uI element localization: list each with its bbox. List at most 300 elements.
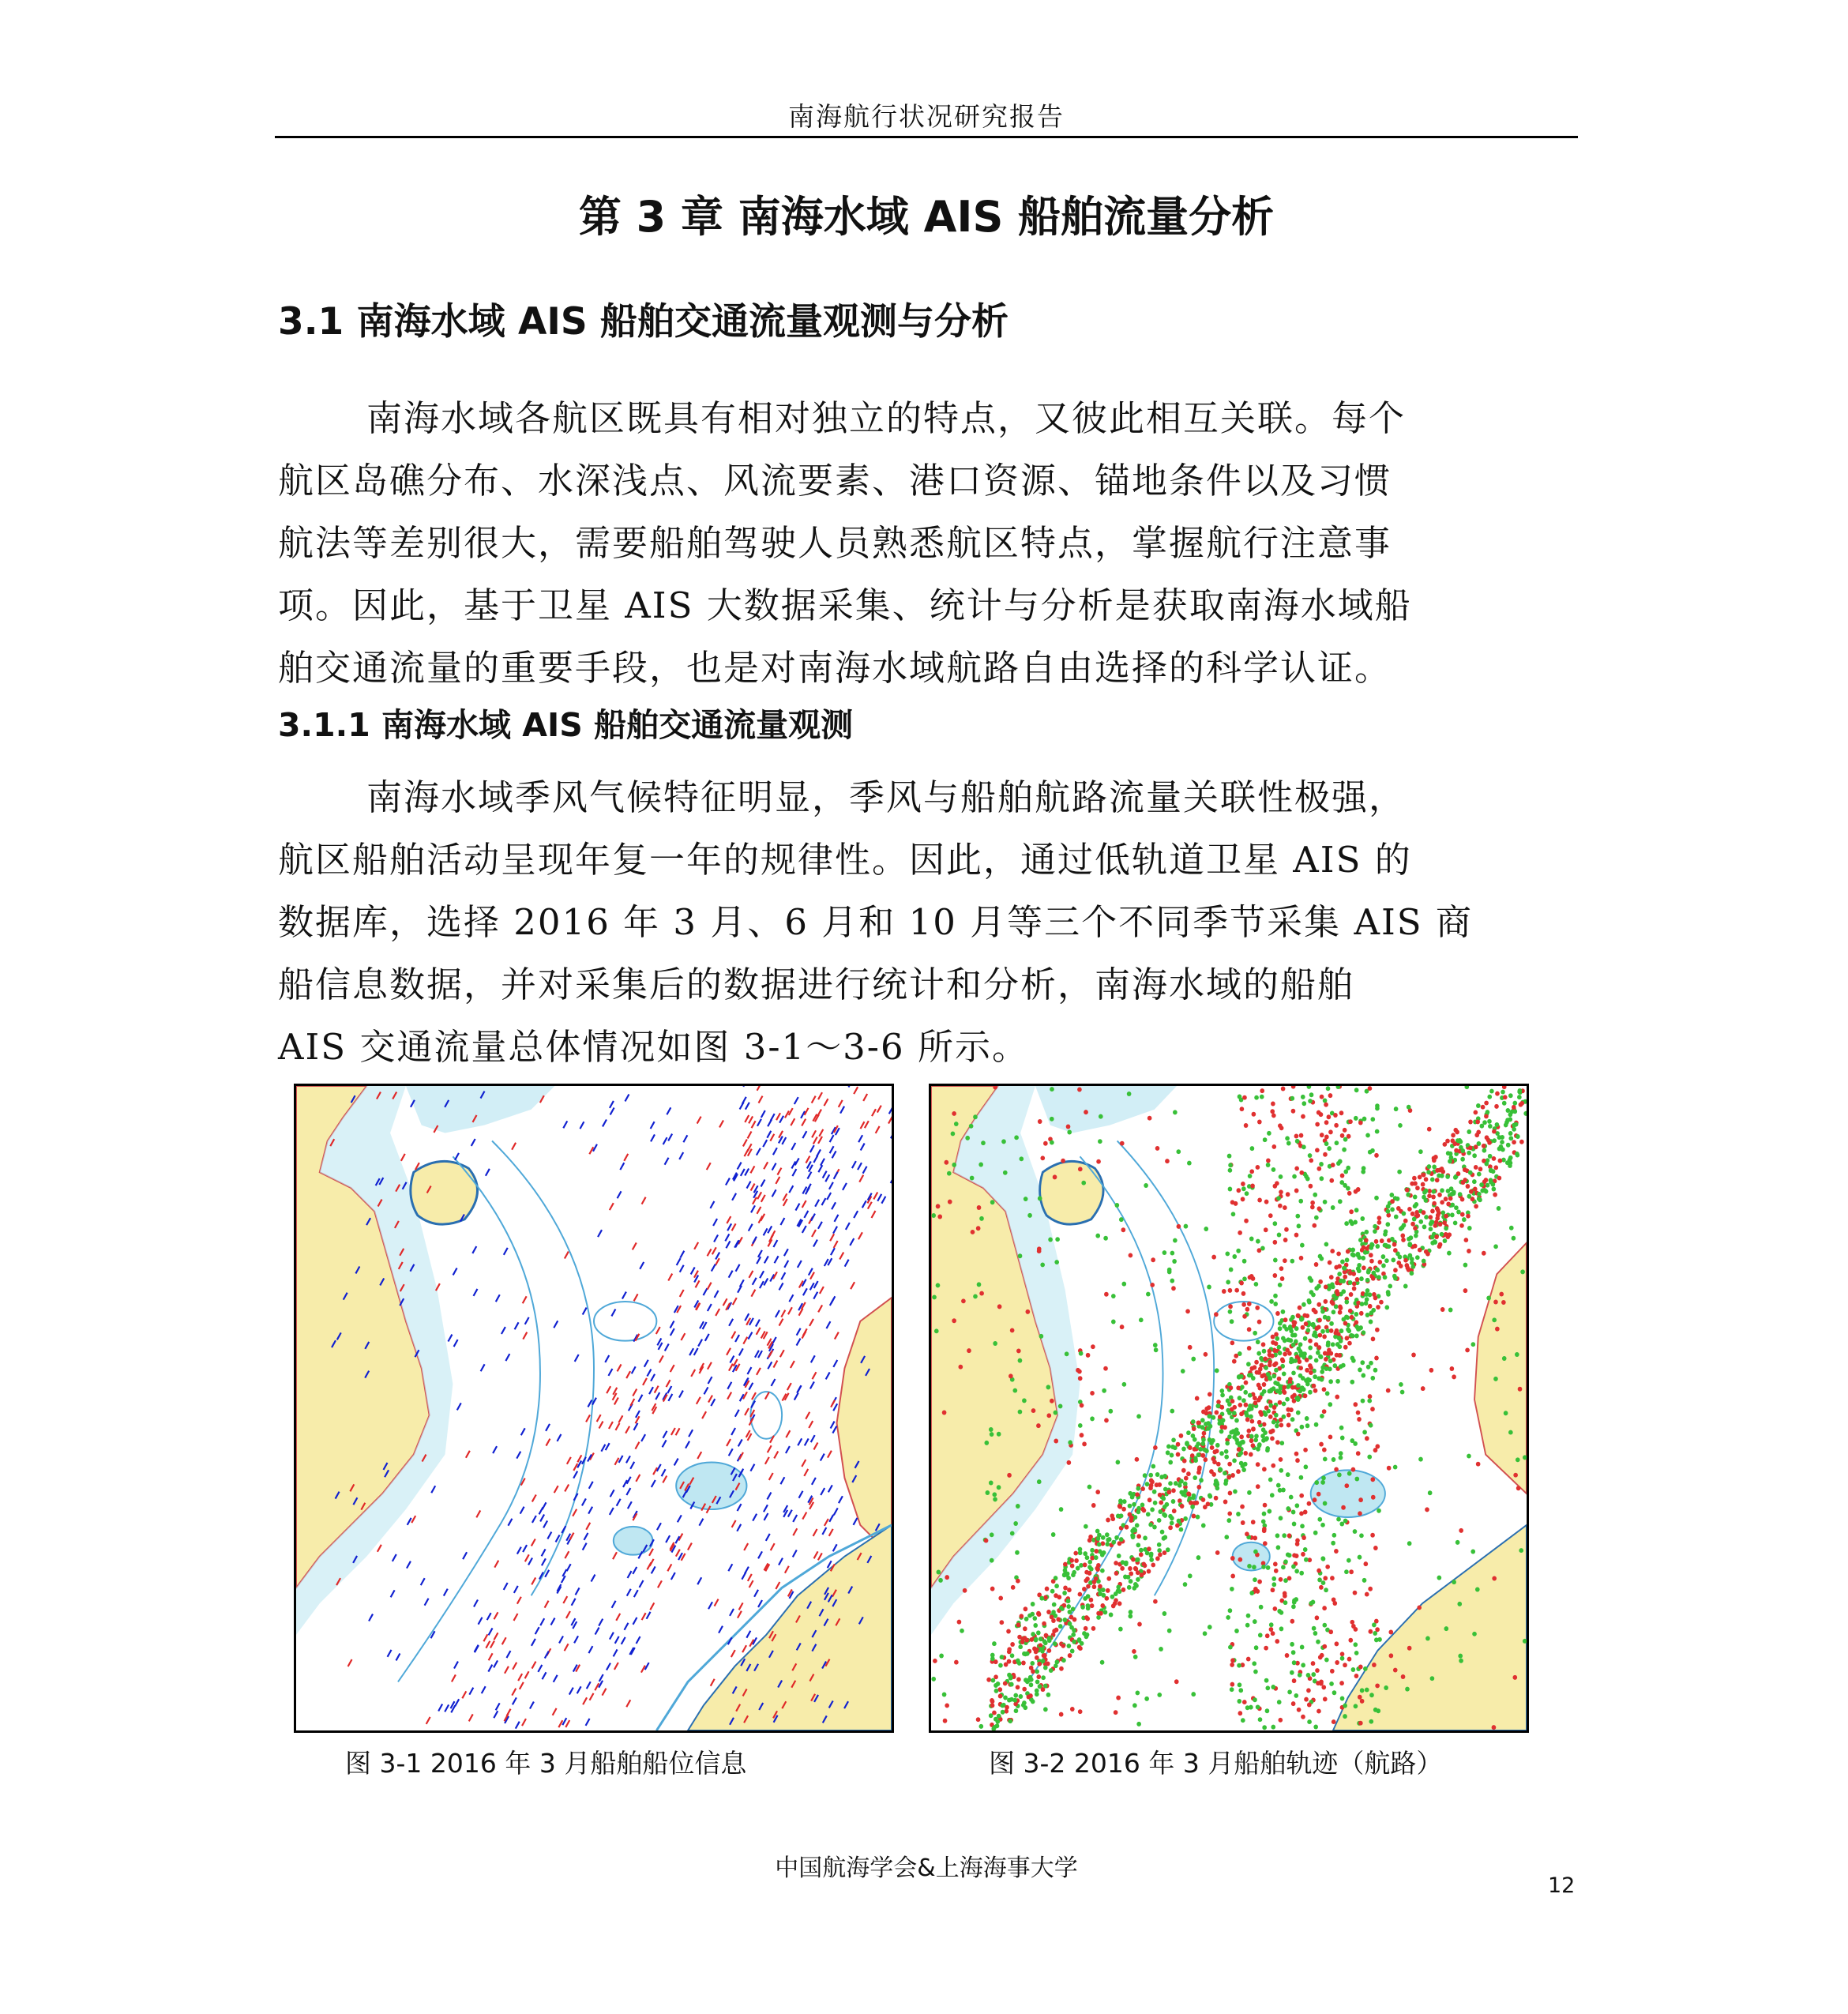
- track-dot: [1110, 1516, 1115, 1521]
- track-dot: [1157, 1548, 1162, 1553]
- track-dot: [993, 1497, 997, 1501]
- track-dot: [1262, 1467, 1267, 1471]
- track-dot: [1175, 1524, 1180, 1528]
- track-dot: [1308, 1390, 1313, 1395]
- track-dot: [1324, 1284, 1328, 1289]
- track-dot: [1052, 1603, 1057, 1607]
- track-dot: [1460, 1157, 1465, 1162]
- track-dot: [1457, 1602, 1462, 1606]
- track-dot: [1320, 1257, 1324, 1261]
- track-dot: [1216, 1400, 1221, 1404]
- track-dot: [1009, 1373, 1013, 1378]
- track-dot: [1325, 1391, 1330, 1396]
- track-dot: [1232, 1254, 1237, 1259]
- track-dot: [1296, 1313, 1301, 1318]
- track-dot: [1014, 1708, 1019, 1713]
- track-dot: [1046, 1413, 1051, 1418]
- track-dot: [1300, 1243, 1305, 1248]
- track-dot: [1271, 1685, 1275, 1689]
- track-dot: [998, 1596, 1003, 1601]
- subsection-title: 3.1.1 南海水域 AIS 船舶交通流量观测: [278, 706, 854, 744]
- track-dot: [1240, 1385, 1245, 1389]
- track-dot: [1335, 1379, 1340, 1384]
- track-dot: [1476, 1103, 1481, 1108]
- track-dot: [1268, 1477, 1273, 1482]
- track-dot: [1158, 1552, 1163, 1557]
- ship-positions-map: [296, 1086, 892, 1730]
- track-dot: [1430, 1209, 1435, 1214]
- track-dot: [1256, 1462, 1260, 1467]
- track-dot: [1251, 1426, 1256, 1431]
- track-dot: [1335, 1641, 1339, 1646]
- track-dot: [1253, 1587, 1258, 1591]
- track-dot: [1430, 1177, 1435, 1182]
- track-dot: [1458, 1654, 1463, 1659]
- track-dot: [1440, 1232, 1444, 1237]
- track-dot: [1132, 1502, 1136, 1507]
- track-dot: [1124, 1561, 1129, 1565]
- track-dot: [1089, 1567, 1094, 1572]
- track-dot: [1219, 1429, 1224, 1433]
- track-dot: [1467, 1226, 1472, 1231]
- track-dot: [1497, 1206, 1501, 1211]
- track-dot: [937, 1215, 942, 1219]
- track-dot: [1304, 1557, 1309, 1562]
- track-dot: [1294, 1569, 1299, 1573]
- track-dot: [1324, 1299, 1328, 1304]
- track-dot: [1309, 1092, 1314, 1097]
- track-dot: [1188, 1345, 1193, 1350]
- track-dot: [1191, 1419, 1196, 1424]
- track-dot: [1482, 1148, 1487, 1153]
- track-dot: [1031, 1408, 1036, 1413]
- track-dot: [1363, 1666, 1368, 1671]
- track-dot: [1305, 1368, 1309, 1373]
- track-dot: [1144, 1696, 1149, 1701]
- track-dot: [1230, 1663, 1234, 1667]
- track-dot: [1117, 1601, 1122, 1606]
- track-dot: [1291, 1320, 1296, 1325]
- track-dot: [1084, 1524, 1088, 1529]
- track-dot: [1122, 1382, 1127, 1387]
- track-dot: [1422, 1172, 1426, 1177]
- track-dot: [1314, 1286, 1319, 1291]
- track-dot: [1241, 1186, 1246, 1191]
- track-dot: [1238, 1711, 1242, 1715]
- track-dot: [1319, 1162, 1324, 1167]
- track-dot: [1268, 1388, 1272, 1393]
- track-dot: [1163, 1550, 1167, 1555]
- track-dot: [1204, 1352, 1208, 1357]
- track-dot: [1362, 1430, 1367, 1434]
- track-dot: [1155, 1472, 1160, 1477]
- track-dot: [1281, 1336, 1286, 1340]
- track-dot: [1449, 1186, 1454, 1191]
- track-dot: [1259, 1356, 1264, 1361]
- track-dot: [1211, 1415, 1216, 1420]
- track-dot: [998, 1663, 1003, 1668]
- track-dot: [1374, 1637, 1379, 1642]
- track-dot: [1159, 1500, 1163, 1505]
- track-dot: [1468, 1119, 1473, 1124]
- track-dot: [1224, 1535, 1229, 1539]
- track-dot: [1386, 1292, 1391, 1297]
- track-dot: [1321, 1580, 1326, 1585]
- track-dot: [1362, 1265, 1366, 1270]
- track-dot: [1426, 1170, 1431, 1174]
- track-dot: [1301, 1715, 1305, 1719]
- track-dot: [979, 1724, 984, 1729]
- track-dot: [1300, 1644, 1305, 1649]
- track-dot: [1018, 1253, 1023, 1258]
- track-dot: [961, 1298, 966, 1303]
- track-dot: [1428, 1490, 1433, 1495]
- track-dot: [1230, 1687, 1234, 1692]
- track-dot: [1489, 1178, 1493, 1182]
- track-dot: [960, 1629, 964, 1633]
- track-dot: [1484, 1178, 1489, 1182]
- track-dot: [1028, 1675, 1033, 1680]
- track-dot: [1059, 1507, 1064, 1512]
- track-dot: [1452, 1374, 1456, 1379]
- track-dot: [1418, 1248, 1422, 1253]
- track-dot: [1346, 1249, 1350, 1253]
- track-dot: [1253, 1396, 1257, 1400]
- track-dot: [1050, 1589, 1055, 1594]
- track-dot: [1241, 1398, 1246, 1403]
- track-dot: [1269, 1622, 1274, 1627]
- track-dot: [1129, 1579, 1133, 1584]
- track-dot: [1247, 1429, 1252, 1433]
- track-dot: [1150, 1283, 1155, 1287]
- track-dot: [1450, 1366, 1455, 1371]
- track-dot: [1347, 1558, 1351, 1563]
- track-dot: [1365, 1313, 1370, 1317]
- track-dot: [1307, 1378, 1312, 1383]
- track-dot: [1283, 1238, 1288, 1242]
- track-dot: [1332, 1309, 1336, 1314]
- track-dot: [1253, 1619, 1257, 1624]
- track-dot: [1129, 1516, 1134, 1520]
- track-dot: [1407, 1646, 1412, 1651]
- track-dot: [1277, 1233, 1282, 1238]
- track-dot: [1477, 1192, 1482, 1197]
- track-dot: [1384, 1305, 1389, 1309]
- track-dot: [1452, 1580, 1456, 1584]
- track-dot: [1091, 1626, 1096, 1631]
- track-dot: [1497, 1147, 1502, 1152]
- track-dot: [1263, 1541, 1268, 1546]
- track-dot: [1456, 1210, 1461, 1215]
- track-dot: [1204, 1449, 1209, 1453]
- track-dot: [1314, 1216, 1319, 1220]
- track-dot: [958, 1365, 963, 1370]
- track-dot: [1014, 1135, 1019, 1140]
- track-dot: [1249, 1434, 1254, 1439]
- track-dot: [1007, 1473, 1012, 1478]
- track-dot: [1339, 1426, 1344, 1430]
- track-dot: [1239, 1280, 1244, 1285]
- track-dot: [1238, 1682, 1242, 1687]
- track-dot: [1317, 1376, 1321, 1381]
- track-dot: [1250, 1419, 1255, 1424]
- track-dot: [1253, 1577, 1257, 1582]
- track-dot: [1350, 1315, 1354, 1320]
- track-dot: [1335, 1660, 1339, 1665]
- track-dot: [1289, 1407, 1294, 1412]
- track-dot: [1247, 1346, 1252, 1351]
- track-dot: [1271, 1582, 1276, 1587]
- track-dot: [1317, 1345, 1322, 1350]
- track-dot: [1312, 1333, 1317, 1338]
- track-dot: [1095, 1490, 1100, 1494]
- track-dot: [1467, 1454, 1471, 1459]
- track-dot: [1492, 1129, 1497, 1134]
- track-dot: [1387, 1466, 1392, 1471]
- track-dot: [1474, 1204, 1478, 1208]
- track-dot: [1152, 1525, 1157, 1530]
- track-dot: [1301, 1302, 1306, 1307]
- track-dot: [1218, 1467, 1223, 1471]
- track-dot: [1162, 1512, 1166, 1517]
- track-dot: [1425, 1252, 1430, 1257]
- track-dot: [1422, 1190, 1427, 1195]
- track-dot: [1024, 1617, 1029, 1621]
- track-dot: [1275, 1440, 1280, 1445]
- track-dot: [1140, 1503, 1145, 1508]
- track-dot: [1317, 1569, 1321, 1573]
- track-dot: [1413, 1244, 1418, 1249]
- track-dot: [1239, 1461, 1244, 1466]
- track-dot: [1375, 1627, 1380, 1632]
- track-dot: [1285, 1653, 1290, 1658]
- track-dot: [1018, 1410, 1023, 1415]
- track-dot: [1200, 1418, 1205, 1422]
- track-dot: [1273, 1258, 1278, 1263]
- track-dot: [1473, 1187, 1478, 1192]
- track-dot: [1066, 1604, 1071, 1609]
- track-dot: [1022, 1687, 1027, 1692]
- track-dot: [1315, 1148, 1320, 1152]
- track-dot: [1247, 1564, 1252, 1569]
- track-dot: [1100, 1553, 1105, 1557]
- track-dot: [1102, 1388, 1106, 1393]
- track-dot: [1331, 1205, 1335, 1210]
- track-dot: [1459, 1659, 1463, 1663]
- track-dot: [1329, 1178, 1334, 1183]
- track-dot: [1080, 1403, 1084, 1407]
- track-dot: [1333, 1113, 1338, 1118]
- track-dot: [1211, 1456, 1215, 1461]
- track-dot: [1274, 1368, 1279, 1373]
- track-dot: [1326, 1316, 1331, 1321]
- track-dot: [1345, 1336, 1350, 1340]
- track-dot: [1078, 1547, 1083, 1552]
- track-dot: [1054, 1576, 1058, 1580]
- track-dot: [1367, 1399, 1372, 1403]
- track-dot: [1003, 1170, 1008, 1175]
- track-dot: [936, 1204, 941, 1208]
- track-dot: [1305, 1416, 1309, 1421]
- track-dot: [1298, 1673, 1302, 1678]
- track-dot: [1442, 1142, 1447, 1147]
- track-dot: [1136, 1557, 1140, 1562]
- track-dot: [1386, 1204, 1391, 1209]
- track-dot: [1218, 1415, 1223, 1419]
- track-dot: [1013, 1521, 1018, 1526]
- track-dot: [1042, 1639, 1047, 1644]
- track-dot: [1320, 1176, 1324, 1181]
- track-dot: [1379, 1300, 1384, 1305]
- track-dot: [1330, 1669, 1335, 1674]
- track-dot: [1492, 1576, 1497, 1581]
- track-dot: [1090, 1603, 1095, 1608]
- track-dot: [1424, 1177, 1429, 1182]
- track-dot: [1295, 1214, 1300, 1219]
- track-dot: [1090, 1391, 1095, 1396]
- track-dot: [1035, 1679, 1040, 1684]
- track-dot: [1437, 1576, 1442, 1580]
- track-dot: [1243, 1390, 1248, 1395]
- track-dot: [1335, 1140, 1339, 1145]
- track-dot: [1484, 1114, 1489, 1118]
- track-dot: [1270, 1109, 1275, 1114]
- track-dot: [1177, 1224, 1181, 1229]
- track-dot: [942, 1410, 947, 1415]
- track-dot: [1111, 1320, 1116, 1325]
- track-dot: [1136, 1570, 1140, 1575]
- track-dot: [1299, 1256, 1304, 1261]
- track-dot: [1474, 1144, 1478, 1149]
- track-dot: [990, 1200, 995, 1204]
- track-dot: [1204, 1227, 1208, 1231]
- track-dot: [1476, 1462, 1481, 1467]
- track-dot: [1240, 1505, 1245, 1509]
- track-dot: [1301, 1663, 1305, 1667]
- track-dot: [1130, 1528, 1135, 1533]
- track-dot: [1132, 1649, 1136, 1654]
- track-dot: [1338, 1344, 1343, 1349]
- track-dot: [1369, 1693, 1374, 1697]
- track-dot: [1230, 1587, 1234, 1591]
- track-dot: [1508, 1093, 1513, 1098]
- track-dot: [1114, 1571, 1119, 1576]
- track-dot: [1412, 1216, 1417, 1221]
- track-dot: [1502, 1356, 1507, 1361]
- track-dot: [1241, 1718, 1245, 1723]
- track-dot: [1036, 1674, 1041, 1679]
- track-dot: [1114, 1561, 1118, 1565]
- track-dot: [1451, 1133, 1455, 1137]
- track-dot: [1170, 1520, 1174, 1525]
- track-dot: [1278, 1400, 1283, 1405]
- track-dot: [1472, 1153, 1477, 1158]
- track-dot: [1102, 1593, 1106, 1598]
- track-dot: [1335, 1291, 1340, 1296]
- track-dot: [1257, 1198, 1262, 1203]
- track-dot: [1508, 1112, 1513, 1117]
- track-dot: [1271, 1340, 1275, 1345]
- track-dot: [1436, 1213, 1440, 1218]
- track-dot: [1422, 1224, 1427, 1229]
- track-dot: [997, 1304, 1002, 1309]
- track-dot: [973, 1114, 978, 1119]
- track-dot: [1257, 1320, 1262, 1325]
- track-dot: [1407, 1541, 1412, 1546]
- track-dot: [1469, 1189, 1474, 1194]
- track-dot: [1247, 1327, 1252, 1332]
- track-dot: [1360, 1688, 1365, 1693]
- track-dot: [1208, 1392, 1212, 1396]
- track-dot: [1242, 1095, 1247, 1100]
- track-dot: [1244, 1411, 1249, 1415]
- track-dot: [1043, 1707, 1048, 1712]
- track-dot: [1343, 1275, 1347, 1279]
- track-dot: [1344, 1483, 1349, 1488]
- track-dot: [1148, 1522, 1153, 1527]
- track-dot: [1078, 1423, 1083, 1428]
- track-dot: [1512, 1101, 1517, 1106]
- track-dot: [1323, 1152, 1328, 1157]
- track-dot: [1332, 1719, 1336, 1724]
- track-dot: [1293, 1333, 1298, 1338]
- track-dot: [1120, 1325, 1125, 1329]
- track-dot: [1314, 1262, 1319, 1267]
- track-dot: [1440, 1210, 1445, 1215]
- track-dot: [1372, 1663, 1377, 1667]
- track-dot: [1399, 1382, 1403, 1387]
- track-dot: [1301, 1552, 1305, 1557]
- track-dot: [1152, 1490, 1157, 1494]
- track-dot: [1296, 1411, 1301, 1415]
- track-dot: [1264, 1406, 1269, 1411]
- track-dot: [1328, 1093, 1333, 1098]
- track-dot: [1133, 1566, 1138, 1571]
- track-dot: [1343, 1170, 1348, 1174]
- track-dot: [1208, 1494, 1212, 1498]
- track-dot: [1471, 1342, 1476, 1347]
- track-dot: [1091, 1344, 1095, 1349]
- track-dot: [1307, 1719, 1312, 1724]
- track-dot: [1202, 1431, 1207, 1436]
- track-dot: [1049, 1668, 1054, 1673]
- track-dot: [1506, 1143, 1511, 1148]
- track-dot: [1308, 1153, 1313, 1158]
- track-dot: [1240, 1107, 1245, 1111]
- track-dot: [1270, 1436, 1275, 1441]
- track-dot: [1035, 1655, 1039, 1660]
- track-dot: [1327, 1146, 1332, 1151]
- track-dot: [1171, 1499, 1176, 1504]
- track-dot: [1256, 1484, 1260, 1489]
- track-dot: [1222, 1289, 1226, 1294]
- track-dot: [1114, 1710, 1118, 1715]
- track-dot: [1369, 1310, 1374, 1315]
- track-dot: [1487, 1095, 1492, 1099]
- track-dot: [1317, 1492, 1321, 1497]
- track-dot: [1328, 1402, 1332, 1407]
- track-dot: [1307, 1501, 1312, 1506]
- track-dot: [1360, 1360, 1365, 1365]
- track-dot: [1271, 1373, 1276, 1378]
- track-dot: [997, 1432, 1001, 1437]
- track-dot: [1272, 1348, 1277, 1353]
- track-dot: [1430, 1676, 1435, 1681]
- track-dot: [1227, 1434, 1232, 1439]
- track-dot: [1244, 1403, 1249, 1407]
- track-dot: [1253, 1670, 1258, 1674]
- track-dot: [1445, 1174, 1450, 1179]
